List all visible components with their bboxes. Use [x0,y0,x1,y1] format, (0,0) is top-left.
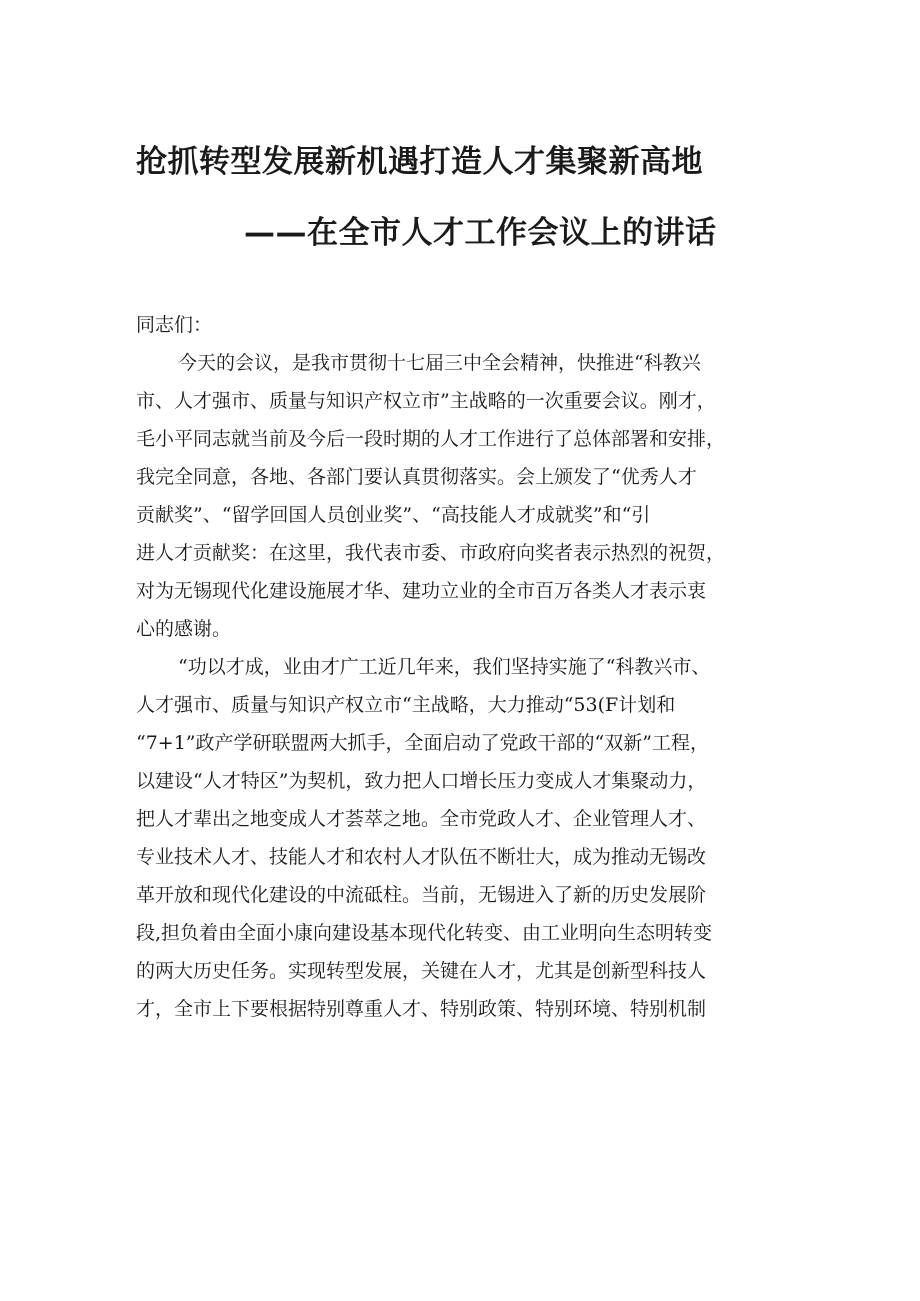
paragraph-line: 革开放和现代化建设的中流砥柱。当前，无锡进入了新的历史发展阶 [136,884,707,906]
paragraph-line: 贡献奖”、“留学回国人员创业奖”、“高技能人才成就奖”和“引 [136,504,651,526]
paragraph-line: 毛小平同志就当前及今后一段时期的人才工作进行了总体部署和安排， [136,428,726,450]
paragraph-line: 段,担负着由全面小康向建设基本现代化转变、由工业明向生态明转变 [136,922,713,944]
paragraph-line: 才，全市上下要根据特别尊重人才、特别政策、特别环境、特别机制 [136,998,707,1020]
paragraph-line: 人才强市、质量与知识产权立市“主战略，大力推动“53(F计划和 [136,694,676,716]
paragraph-1 [136,344,804,648]
paragraph-line: 专业技术人才、技能人才和农村人才队伍不断壮大，成为推动无锡改 [136,846,707,868]
salutation: 同志们： [136,314,213,336]
document-subtitle: ——在全市人才工作会议上的讲话 [244,215,717,251]
paragraph-line: “7+1”政产学研联盟两大抓手，全面启动了党政干部的“双新”工程， [136,732,709,754]
paragraph-line: 心的感谢。 [136,618,232,640]
document-title: 抢抓转型发展新机遇打造人才集聚新高地 [136,144,703,180]
paragraph-2 [136,648,804,1028]
document-body [136,306,804,1028]
paragraph-line: 把人才辈出之地变成人才荟萃之地。全市党政人才、企业管理人才、 [136,808,707,830]
paragraph-line: 市、人才强市、质量与知识产权立市”主战略的一次重要会议。刚才， [136,390,716,412]
paragraph-line: “功以才成，业由才广工近几年来，我们坚持实施了“科教兴市、 [178,656,711,678]
paragraph-line: 进人才贡献奖：在这里，我代表市委、市政府向奖者表示热烈的祝贺， [136,542,726,564]
paragraph-line: 的两大历史任务。实现转型发展，关键在人才，尤其是创新型科技人 [136,960,707,982]
paragraph-line: 我完全同意，各地、各部门要认真贯彻落实。会上颁发了“优秀人才 [136,466,697,488]
paragraph-line: 今天的会议，是我市贯彻十七届三中全会精神，快推进“科教兴 [178,352,701,374]
paragraph-line: 以建设“人才特区”为契机，致力把人口增长压力变成人才集聚动力， [136,770,707,792]
paragraph-line: 对为无锡现代化建设施展才华、建功立业的全市百万各类人才表示衷 [136,580,707,602]
